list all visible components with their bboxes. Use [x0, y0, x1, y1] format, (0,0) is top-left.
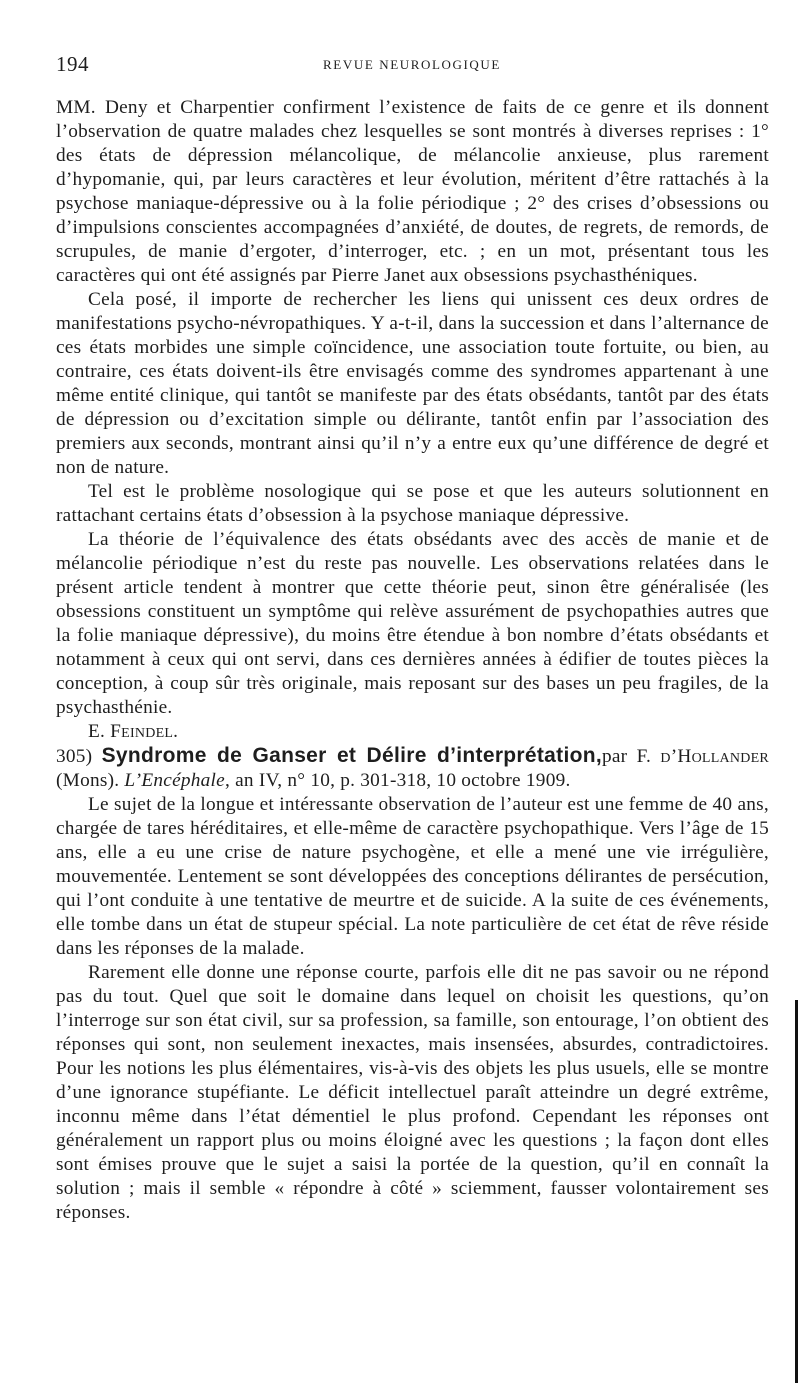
abstract-author-prefix: par F.: [601, 746, 661, 767]
page-number: 194: [56, 52, 89, 76]
abstract-number: 305): [56, 746, 93, 767]
abstract-affiliation: (Mons).: [56, 770, 125, 791]
abstract-paragraph: Rarement elle donne une réponse courte, parfois elle dit ne pas savoir ou ne répond pas du tout. Quel que soit le domaine dans lequel on choisit les questions, qu’on l’interroge sur son état civil, sur sa profession, sa famille, son entourage, l’on obtient des réponses qui sont, non seulement inexactes, mais insensées, absurdes, contradictoires. Pour les notions les plus élémentaires, vis-à-vis des objets les plus usuels, elle se montre d’une ignorance stupéfiante. Le déficit intellectuel paraît atteindre un degré extrême, inconnu même dans l’état démentiel le plus profond. Cependant les réponses ont généralement un rapport plus ou moins éloigné avec les questions ; la façon dont elles sont émises prouve que le sujet a saisi la portée de la question, qu’il en connaît la solution ; mais il semble « répondre à côté » sciemment, fausser volontairement ses réponses.: [56, 962, 769, 1223]
paragraph: Tel est le problème nosologique qui se pose et que les auteurs solutionnent en rattachant certains états d’obsession à la psychose maniaque dépressive.: [56, 481, 769, 526]
scan-edge-shadow: [795, 1000, 798, 1383]
abstract-title: Syndrome de Ganser et Délire d’interprétation,: [101, 744, 602, 767]
paragraph: Cela posé, il importe de rechercher les liens qui unissent ces deux ordres de manifestations psycho-névropathiques. Y a-t-il, dans la succession et dans l’alternance de ces états morbides une simple coïncidence, une association toute fortuite, ou bien, au contraire, ces états doivent-ils être envisagés comme des syndromes appartenant à une même entité clinique, qui tantôt se manifeste par des états obsédants, tantôt par des états de dépression ou d’excitation simple ou délirante, tantôt enfin par l’association des premiers aux seconds, montrant ainsi qu’il n’y a entre eux qu’une différence de degré et non de nature.: [56, 289, 769, 478]
abstract-citation-details: , an IV, n° 10, p. 301-318, 10 octobre 1909.: [224, 770, 571, 791]
abstract-paragraph: Le sujet de la longue et intéressante observation de l’auteur est une femme de 40 ans, chargée de tares héréditaires, et elle-même de caractère psychopathique. Vers l’âge de 15 ans, elle a eu une crise de nature psychogène, et elle a mené une vie irrégulière, mouvementée. Lentement se sont développées des conceptions délirantes de persécution, qui l’ont conduite à une tentative de meurtre et de suicide. A la suite de ces événements, elle tombe dans un état de stupeur spécial. La note particulière de cet état de rêve réside dans les réponses de la malade.: [56, 794, 769, 959]
paragraph: MM. Deny et Charpentier confirment l’existence de faits de ce genre et ils donnent l’observation de quatre malades chez lesquelles se sont montrés à diverses reprises : 1° des états de dépression mélancolique, de mélancolie anxieuse, plus rarement d’hypomanie, qui, par leurs caractères et leur évolution, méritent d’être rattachés à la psychose maniaque-dépressive ou à la folie périodique ; 2° des crises d’obsessions ou d’impulsions conscientes accompagnées d’anxiété, de doutes, de regrets, de remords, de scrupules, de manie d’ergoter, d’interroger, etc. ; en un mot, présentant tous les caractères qui ont été assignés par Pierre Janet aux obsessions psychasthéniques.: [56, 97, 769, 286]
abstract-journal: L’Encéphale: [124, 770, 225, 791]
body-text: [56, 96, 769, 1225]
signature: E. Feindel.: [88, 721, 179, 742]
abstract-heading: [56, 744, 769, 793]
running-head: REVUE NEUROLOGIQUE: [323, 57, 501, 72]
paragraph: La théorie de l’équivalence des états obsédants avec des accès de manie et de mélancolie périodique n’est du reste pas nouvelle. Les observations relatées dans le présent article tendent à montrer que cette théorie peut, sinon être généralisée (les obsessions constituent un symptôme qui relève assurément de psychopathies autres que la folie maniaque dépressive), du moins être étendue à bon nombre d’états obsédants et notamment à ceux qui ont servi, dans ces dernières années à édifier de toutes pièces la conception, à coup sûr très originale, mais reposant sur des bases un peu fragiles, de la psychasthénie.: [56, 529, 769, 718]
abstract-author: d’Hollander: [660, 746, 769, 767]
page-header: [56, 52, 768, 76]
